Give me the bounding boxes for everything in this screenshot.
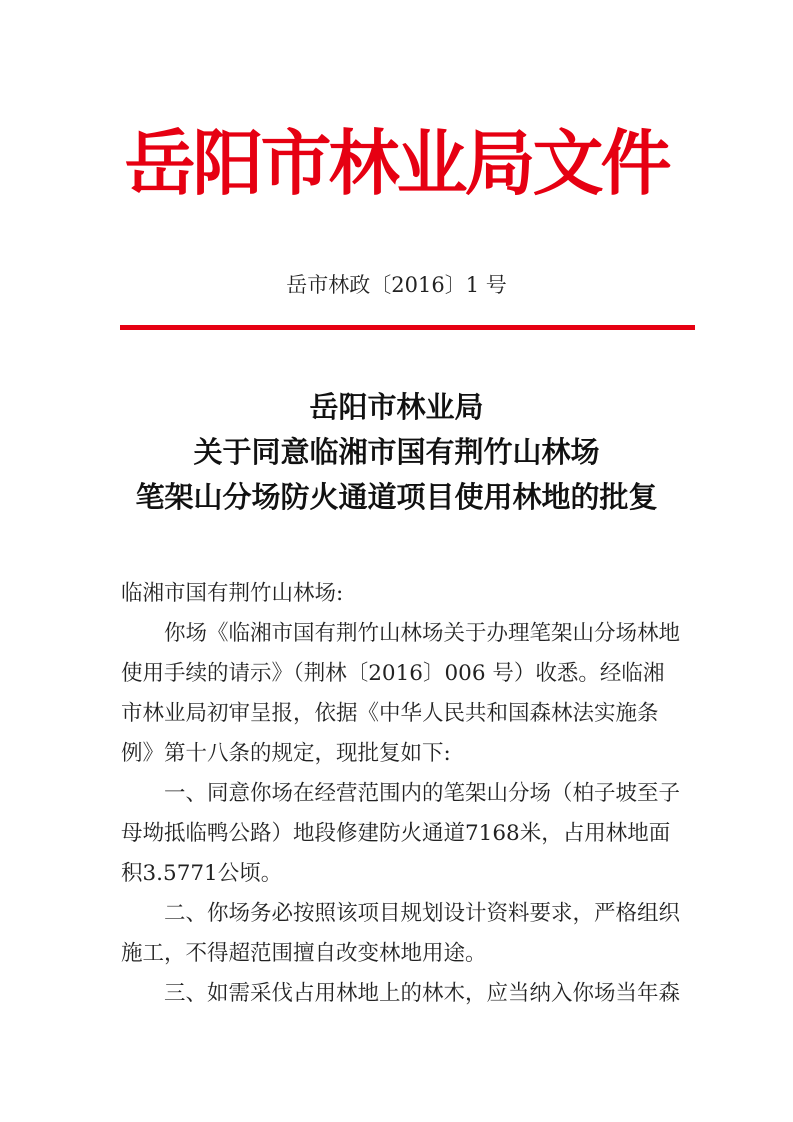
title-line-1: 岳阳市林业局 [309, 390, 484, 424]
paragraph-intro: 你场《临湘市国有荆竹山林场关于办理笔架山分场林地使用手续的请示》（荆林〔2016〕006 号）收悉。经临湘市林业局初审呈报，依据《中华人民共和国森林法实施条例》第十八条的规定，现批复如下: [121, 621, 681, 766]
salutation: 临湘市国有荆竹山林场: [121, 581, 344, 606]
paragraph-item-2: 二、你场务必按照该项目规划设计资料要求，严格组织施工，不得超范围擅自改变林地用途。 [121, 901, 681, 966]
document-header-title: 岳阳市林业局文件 [124, 121, 669, 205]
paragraph-item-1: 一、同意你场在经营范围内的笔架山分场（柏子坡至子母坳抵临鸭公路）地段修建防火通道7168米，占用林地面积3.5771公顷。 [121, 781, 681, 886]
document-body [121, 574, 681, 1014]
document-number: 岳市林政〔2016〕1 号 [286, 273, 507, 297]
paragraph-item-3: 三、如需采伐占用林地上的林木，应当纳入你场当年森 [164, 981, 681, 1006]
title-line-3: 笔架山分场防火通道项目使用林地的批复 [135, 480, 658, 514]
header-red-divider [120, 325, 695, 330]
document-title [0, 385, 793, 520]
title-line-2: 关于同意临湘市国有荆竹山林场 [193, 435, 600, 469]
